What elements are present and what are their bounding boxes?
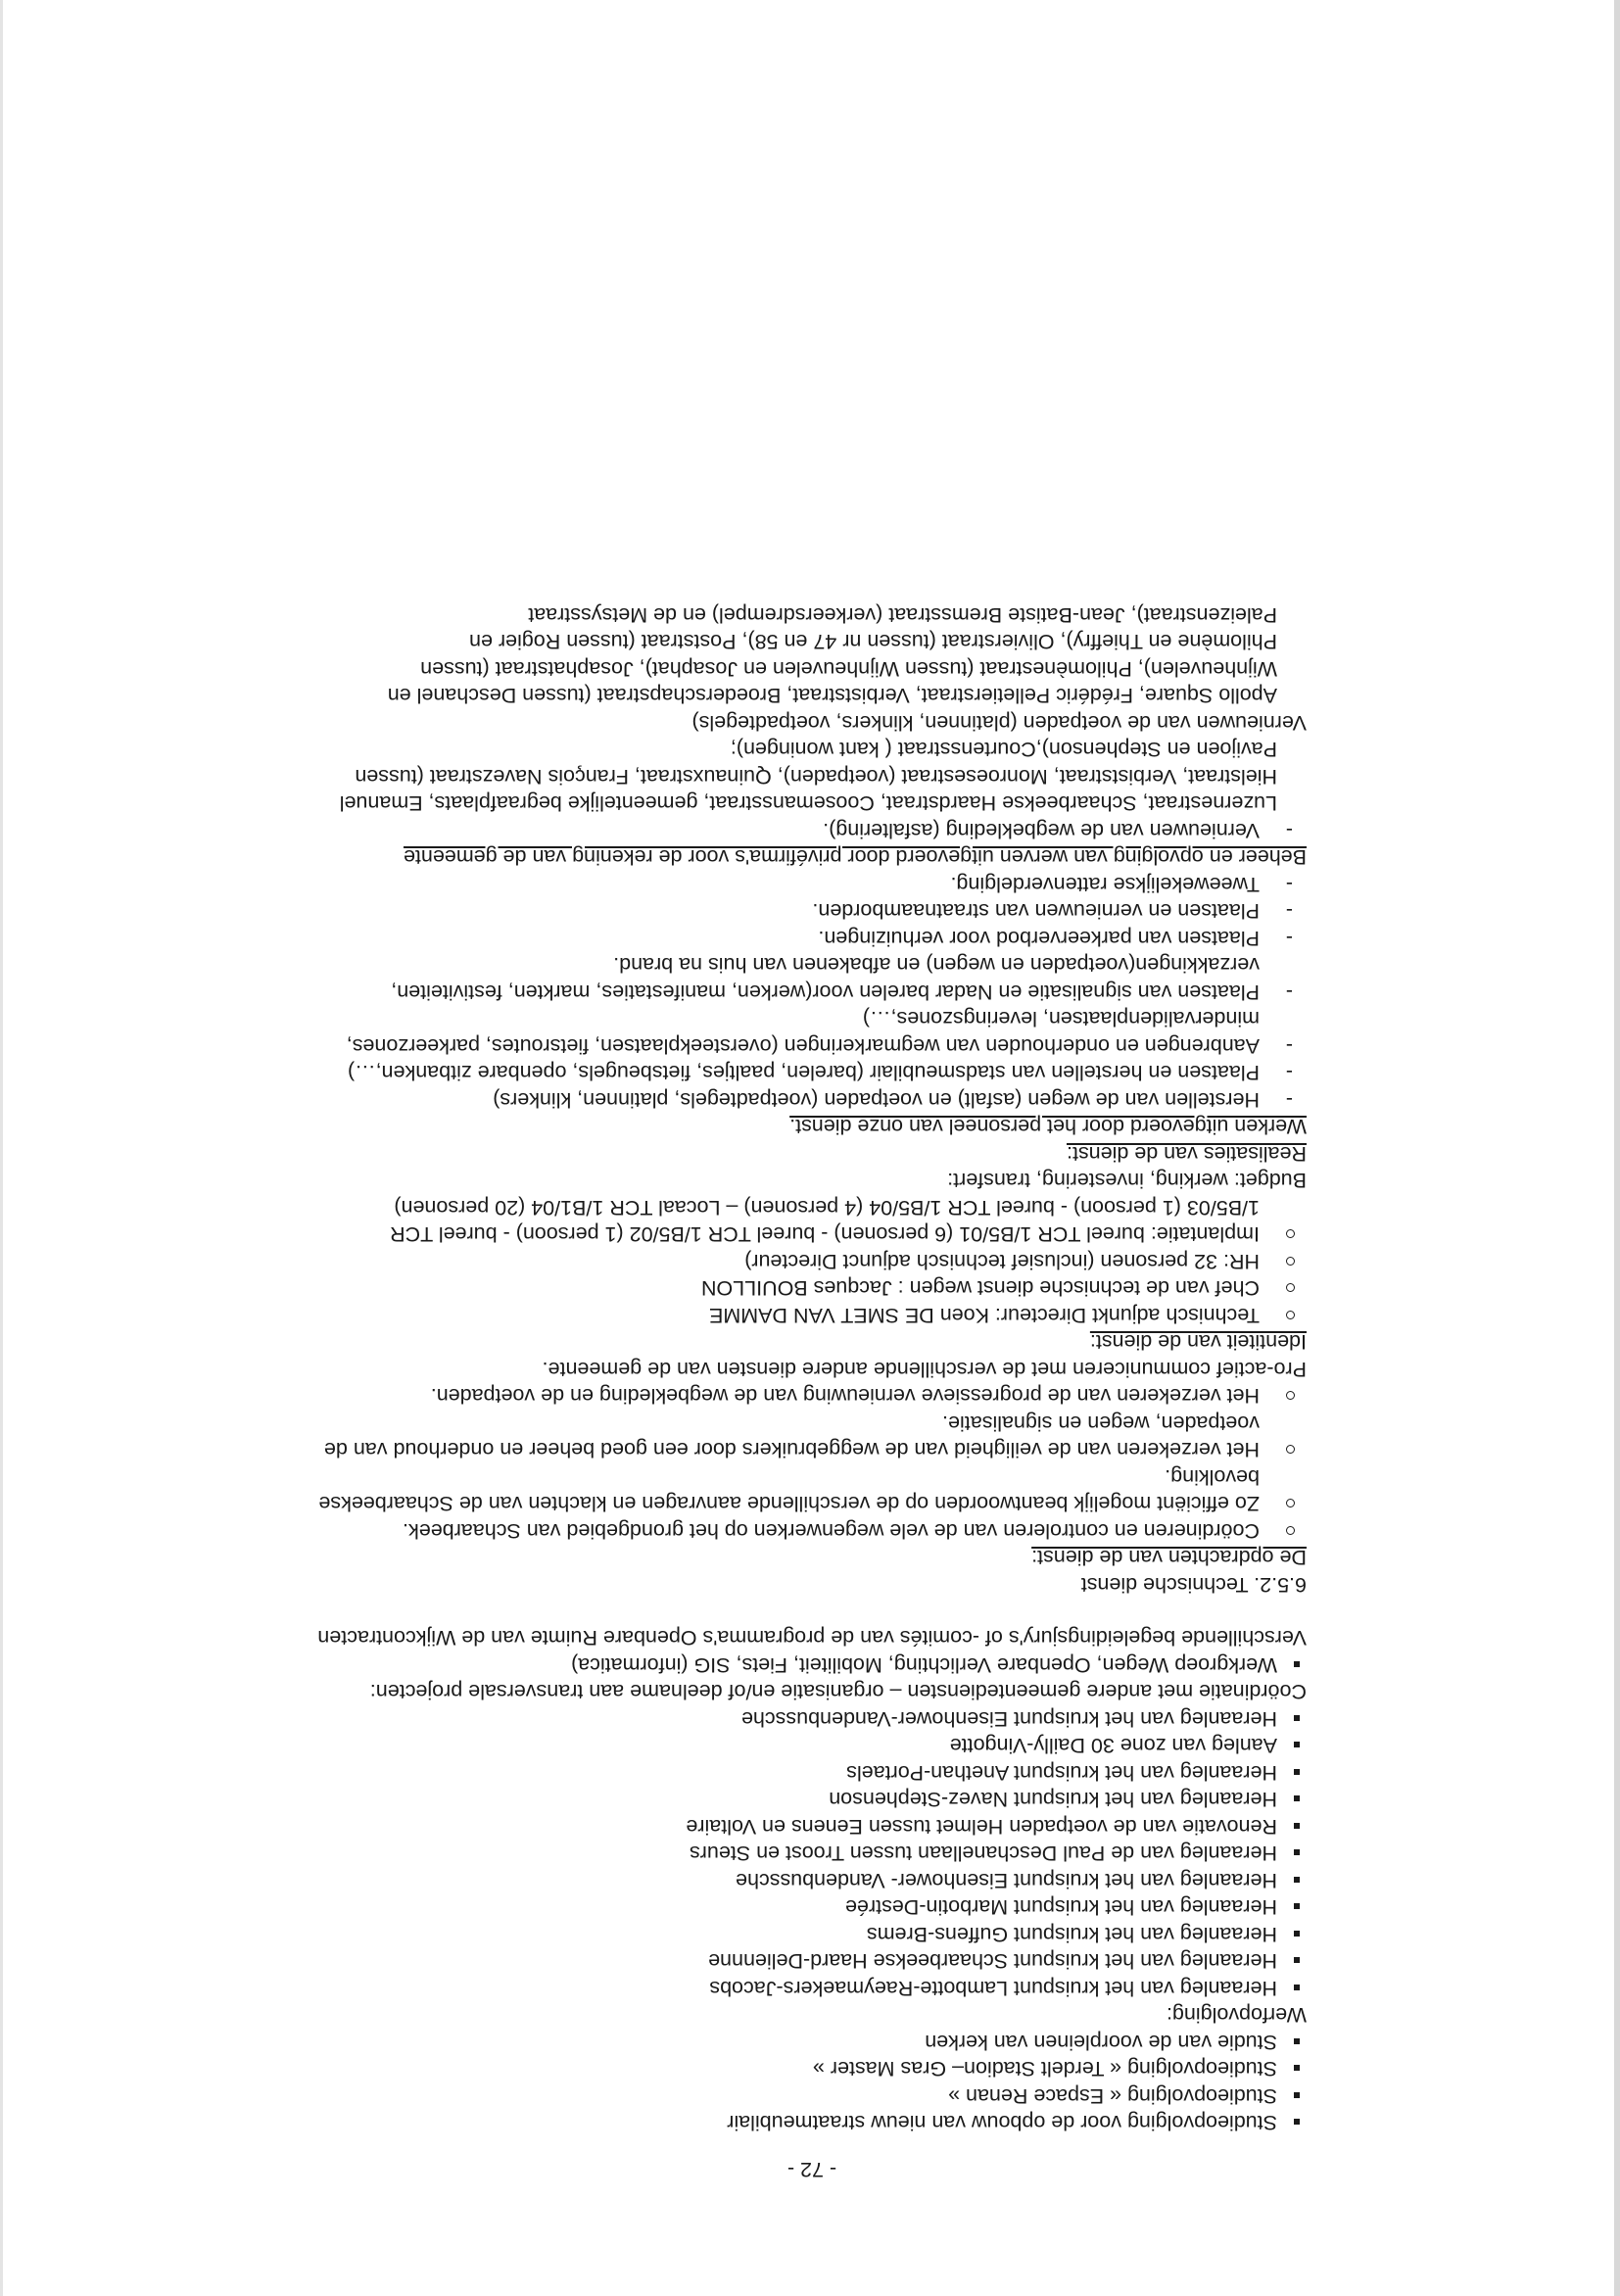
list-item: - Aanbrengen en onderhouden van wegmarkeringen (oversteekplaatsen, fietsroutes, parkeerzones, mindervalidenplaatsen, leveringszones,…): [317, 1005, 1307, 1059]
voetpaden-heading: Vernieuwen van de voetpaden (platinnen, klinkers, voetpadtegels): [691, 711, 1307, 735]
list-item: Renovatie van de voetpaden Helmet tussen Eenens en Voltaire: [317, 1813, 1307, 1841]
list-item: Heraanleg van het kruispunt Marbotin-Destrée: [317, 1893, 1307, 1921]
list-item: Heraanleg van het kruispunt Lambotte-Raeymaekers-Jacobs: [317, 1975, 1307, 2002]
scan-edge-right: [0, 0, 3, 2296]
list-item: Heraanleg van het kruispunt Navez-Stephenson: [317, 1786, 1307, 1813]
beheer-streets: Luzernestraat, Schaarbeekse Haardstraat, Coosemansstraat, gemeentelijke begraafplaats, Emanuel Hielstraat, Verbiststraat, Monroesestraat (voetpaden), Quinauxstraat, François Navezstraat (tussen Pavijoen en Stephenson),Courtensstraat ( kant woningen);: [339, 738, 1277, 816]
realisaties-heading: Realisaties van de dienst:: [1066, 1142, 1307, 1166]
list-item: - Vernieuwen van de wegbekleding (asfaltering).: [317, 817, 1307, 844]
list-item: - Herstellen van de wegen (asfalt) en voetpaden (voetpadtegels, platinnen, klinkers): [317, 1086, 1307, 1114]
identiteit-list: [317, 1194, 1307, 1329]
list-item: Studie van de voorpleinen van kerken: [317, 2029, 1307, 2056]
list-item: - Plaatsen van signalisatie en Nadar barelen voor(werken, manifestaties, markten, festiviteiten, verzakkingen(voetpaden en wegen) en afbakenen van huis na brand.: [317, 951, 1307, 1005]
list-item: Het verzekeren van de progressieve vernieuwing van de wegbekleding en de voetpaden.: [317, 1382, 1307, 1410]
list-item: Technisch adjunkt Directeur: Koen DE SMET VAN DAMME: [317, 1302, 1307, 1329]
list-item: Heraanleg van het kruispunt Eisenhower-Vandenbussche: [317, 1705, 1307, 1733]
beheer-heading: Beheer en opvolging van werven uitgevoerd door privéfirma's voor de rekening van de gemeente: [403, 845, 1307, 870]
budget-line: Budget: werking, investering, transfert:: [947, 1169, 1307, 1193]
page-number: - 72 -: [786, 2158, 837, 2181]
list-item: Heraanleg van de Paul Deschanellaan tussen Troost en Steurs: [317, 1840, 1307, 1867]
proactief-paragraph: Pro-actief communiceren met de verschillende andere diensten van de gemeente.: [542, 1358, 1307, 1381]
list-item: Aanleg van zone 30 Dailly-Vingotte: [317, 1732, 1307, 1759]
coordinatie-paragraph: Coördinatie met andere gemeentediensten – organisatie en/of deelname aan transversale projecten:: [369, 1680, 1307, 1704]
list-item: - Plaatsen en herstellen van stadsmeubilair (barelen, paaltjes, fietsbeugels, openbare zitbanken,…): [317, 1059, 1307, 1086]
list-item: - Plaatsen van parkeerverbod voor verhuizingen.: [317, 925, 1307, 952]
list-item: - Plaatsen en vernieuwen van straatnaamborden.: [317, 897, 1307, 925]
werken-eigen-heading: Werken uitgevoerd door het personeel van onze dienst.: [789, 1115, 1307, 1139]
list-item: Werkgroep Wegen, Openbare Verlichting, Mobiliteit, Fiets, SIG (informatica): [317, 1651, 1307, 1679]
list-item: Coördineren en controleren van de vele wegenwerken op het grondgebied van Schaarbeek.: [317, 1517, 1307, 1545]
list-item: Het verzekeren van de veiligheid van de weggebruikers door een goed beheer en onderhoud van de voetpaden, wegen en signalisatie.: [317, 1410, 1307, 1463]
begeleiding-paragraph: Verschillende begeleidingsjury's of -comités van de programma's Openbare Ruimte van de Wijkcontracten: [317, 1626, 1307, 1650]
page-content: [317, 601, 1307, 2183]
projects-list: [317, 1651, 1307, 1679]
scan-edge-left: [1614, 0, 1620, 2296]
list-item: HR: 32 personen (inclusief technisch adjunct Directeur): [317, 1248, 1307, 1275]
opdrachten-heading: De opdrachten van de dienst:: [1031, 1546, 1307, 1570]
list-item: Heraanleg van het kruispunt Schaarbeekse Haard-Deliennne: [317, 1947, 1307, 1975]
section-title: 6.5.2. Technische dienst: [1080, 1573, 1307, 1597]
list-item: Studieopvolging voor de opbouw van nieuw straatmeubilair: [317, 2109, 1307, 2136]
identiteit-heading: Identiteit van de dienst:: [1089, 1330, 1307, 1355]
list-item: - Tweewekelijkse rattenverdelging.: [317, 871, 1307, 898]
list-item: Implantatie: bureel TCR 1/B5/01 (6 personen) - bureel TCR 1/B5/02 (1 persoon) - bureel TCR 1/B5/03 (1 persoon) - bureel TCR 1/B5/04 (4 personen) – Locaal TCR 1/B1/04 (20 personen): [317, 1194, 1307, 1248]
list-item: Heraanleg van het kruispunt Eisenhower- Vandenbussche: [317, 1867, 1307, 1894]
voetpaden-streets: Apollo Square, Frédéric Pelletierstraat, Verbiststraat, Broederschapstraat (tussen Deschanel en Wijnheuvelen), Philomènestraat (tussen Wijnheuvelen en Josaphat), Josaphatstraat (tussen Philomène en Thieffry), Olivierstraat (tussen nr 47 en 58), Poststraat (tussen Rogier en Paleizenstraat), Jean-Batiste Bremsstraat (verkeersdrempel) en de Metsysstraat: [387, 603, 1277, 708]
werfopvolging-heading: Werfopvolging:: [1166, 2003, 1307, 2028]
works-list: [317, 1705, 1307, 2002]
list-item: Heraanleg van het kruispunt Guffens-Brems: [317, 1921, 1307, 1948]
list-item: Studieopvolging « Terdelt Stadion– Gras Master »: [317, 2055, 1307, 2082]
beheer-list: [317, 817, 1307, 844]
werken-eigen-list: [317, 871, 1307, 1114]
list-item: Studieopvolging « Espace Renan »: [317, 2082, 1307, 2110]
opdrachten-list: [317, 1382, 1307, 1544]
study-list: [317, 2029, 1307, 2136]
list-item: Heraanleg van het kruispunt Anethan-Portaels: [317, 1759, 1307, 1787]
list-item: Chef van de technische dienst wegen : Jacques BOUILLON: [317, 1274, 1307, 1302]
list-item: Zo efficiënt mogelijk beantwoorden op de verschillende aanvragen en klachten van de Schaarbeekse bevolking.: [317, 1463, 1307, 1517]
